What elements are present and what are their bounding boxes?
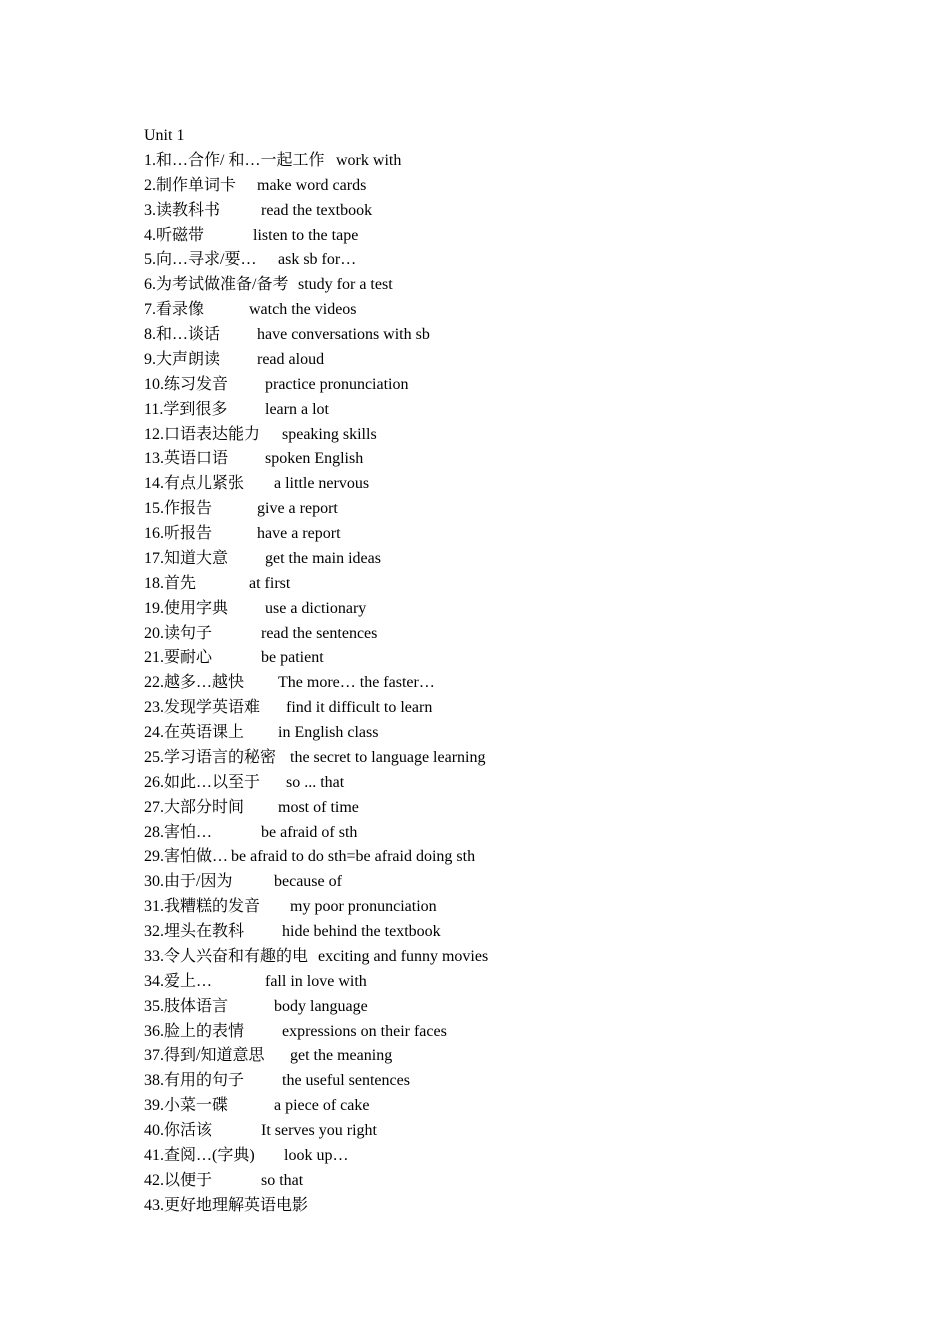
- vocab-entry: [144, 447, 844, 472]
- vocab-english: get the main ideas: [265, 549, 381, 567]
- vocab-english: at first: [249, 574, 291, 592]
- vocab-entry: [144, 497, 844, 522]
- vocab-chinese: 8.和…谈话: [144, 326, 221, 343]
- vocab-chinese: 33.令人兴奋和有趣的电: [144, 947, 309, 965]
- vocab-english: in English class: [278, 724, 379, 741]
- vocab-chinese: 42.以便于: [144, 1171, 213, 1189]
- vocab-english: be patient: [261, 649, 324, 667]
- vocab-entry: [144, 646, 844, 671]
- vocab-english: body language: [274, 997, 368, 1015]
- vocab-english: so ... that: [286, 773, 345, 791]
- vocab-chinese: 37.得到/知道意思: [144, 1047, 265, 1065]
- vocab-english: most of time: [278, 798, 359, 816]
- vocab-english: ask sb for…: [278, 251, 357, 269]
- vocab-chinese: 39.小菜一碟: [144, 1097, 229, 1115]
- vocab-entry: [144, 323, 844, 348]
- vocab-entry: [144, 174, 844, 199]
- vocab-chinese: 15.作报告: [144, 500, 213, 518]
- vocab-english: read aloud: [257, 350, 325, 368]
- vocab-english: read the textbook: [261, 201, 373, 219]
- vocab-chinese: 22.越多…越快: [144, 674, 245, 692]
- vocab-entry: [144, 597, 844, 622]
- vocab-english: study for a test: [298, 276, 393, 294]
- vocab-chinese: 25.学习语言的秘密: [144, 748, 277, 766]
- vocab-chinese: 30.由于/因为: [144, 873, 233, 891]
- vocab-english: It serves you right: [261, 1122, 377, 1139]
- vocab-chinese: 14.有点儿紧张: [144, 475, 245, 493]
- vocab-english: listen to the tape: [253, 226, 359, 244]
- vocab-entry: [144, 920, 844, 945]
- vocab-english: a piece of cake: [274, 1097, 370, 1115]
- vocab-entry: [144, 348, 844, 373]
- vocab-entry: [144, 1094, 844, 1119]
- vocab-entry: [144, 572, 844, 597]
- vocab-chinese: 27.大部分时间: [144, 798, 245, 816]
- vocab-entry: [144, 1169, 844, 1194]
- vocab-entry: [144, 298, 844, 323]
- vocab-english: the useful sentences: [282, 1072, 410, 1090]
- vocab-entry: [144, 149, 844, 174]
- vocab-chinese: 24.在英语课上: [144, 724, 245, 741]
- vocab-entry: [144, 423, 844, 448]
- vocab-chinese: 13.英语口语: [144, 450, 229, 468]
- vocab-english: watch the videos: [249, 301, 357, 319]
- vocab-chinese: 12.口语表达能力: [144, 425, 261, 443]
- vocab-chinese: 19.使用字典: [144, 599, 229, 617]
- vocab-entry: [144, 373, 844, 398]
- vocab-english: my poor pronunciation: [290, 898, 437, 916]
- vocab-entry: [144, 771, 844, 796]
- vocab-english: The more… the faster…: [278, 674, 435, 692]
- vocab-entry: [144, 721, 844, 746]
- vocab-entry: [144, 895, 844, 920]
- vocab-chinese: 11.学到很多: [144, 400, 228, 418]
- vocab-chinese: 9.大声朗读: [144, 350, 221, 368]
- vocab-chinese: 36.脸上的表情: [144, 1022, 245, 1040]
- vocab-chinese: 17.知道大意: [144, 549, 229, 567]
- vocab-chinese: 20.读句子: [144, 624, 213, 642]
- vocab-entry: [144, 199, 844, 224]
- vocab-english: find it difficult to learn: [286, 699, 433, 717]
- vocab-entry: [144, 547, 844, 572]
- vocab-english: read the sentences: [261, 624, 378, 642]
- vocab-entry: [144, 995, 844, 1020]
- vocab-entry: [144, 522, 844, 547]
- vocab-chinese: 2.制作单词卡: [144, 176, 237, 194]
- vocab-english: look up…: [284, 1146, 349, 1164]
- vocab-entry: [144, 821, 844, 846]
- vocab-chinese: 16.听报告: [144, 525, 213, 542]
- vocab-chinese: 18.首先: [144, 574, 197, 592]
- vocab-chinese: 26.如此…以至于: [144, 773, 261, 791]
- vocab-entry: [144, 1194, 844, 1219]
- vocab-entry: [144, 671, 844, 696]
- vocab-english: learn a lot: [265, 400, 329, 418]
- vocab-entry: [144, 796, 844, 821]
- vocab-chinese: 21.要耐心: [144, 649, 213, 667]
- vocab-english: spoken English: [265, 450, 364, 468]
- vocab-english: fall in love with: [265, 972, 367, 990]
- vocab-english: give a report: [257, 500, 338, 518]
- vocab-entry: [144, 870, 844, 895]
- vocab-chinese: 23.发现学英语难: [144, 699, 261, 717]
- vocab-entry: [144, 696, 844, 721]
- vocab-chinese: 32.埋头在教科: [144, 923, 245, 940]
- vocab-english: speaking skills: [282, 425, 377, 443]
- vocab-english: hide behind the textbook: [282, 923, 441, 940]
- vocab-entry: [144, 1020, 844, 1045]
- vocab-entry: [144, 1144, 844, 1169]
- vocab-entry: [144, 1044, 844, 1069]
- vocab-entry: [144, 1069, 844, 1094]
- vocab-english: so that: [261, 1171, 304, 1189]
- unit-heading: Unit 1: [144, 127, 185, 144]
- vocab-chinese: 1.和…合作/ 和…一起工作: [144, 151, 325, 169]
- vocab-chinese: 43.更好地理解英语电影: [144, 1196, 309, 1214]
- vocab-english: have a report: [257, 525, 341, 542]
- vocab-chinese: 31.我糟糕的发音: [144, 898, 261, 916]
- vocab-english: practice pronunciation: [265, 375, 409, 393]
- vocab-chinese: 41.查阅…(字典): [144, 1146, 255, 1164]
- vocab-english: because of: [274, 873, 342, 891]
- vocab-chinese: 28.害怕…: [144, 823, 213, 841]
- vocab-chinese: 10.练习发音: [144, 375, 229, 393]
- vocab-english: the secret to language learning: [290, 748, 486, 766]
- vocab-entry: [144, 622, 844, 647]
- vocab-chinese: 38.有用的句子: [144, 1072, 245, 1090]
- vocab-entry: [144, 746, 844, 771]
- vocab-english: get the meaning: [290, 1047, 393, 1065]
- vocab-english: have conversations with sb: [257, 326, 430, 343]
- vocab-chinese: 34.爱上…: [144, 972, 213, 990]
- vocab-entry: [144, 273, 844, 298]
- vocab-english: expressions on their faces: [282, 1022, 447, 1040]
- vocab-english: be afraid of sth: [261, 823, 358, 841]
- vocab-chinese: 6.为考试做准备/备考: [144, 276, 289, 294]
- vocab-english: make word cards: [257, 176, 367, 194]
- vocab-chinese: 3.读教科书: [144, 201, 221, 219]
- vocab-english: exciting and funny movies: [318, 947, 489, 965]
- vocab-english: a little nervous: [274, 475, 370, 493]
- vocab-entry: [144, 1119, 844, 1144]
- vocab-chinese: 5.向…寻求/要…: [144, 251, 257, 269]
- vocab-entry: [144, 845, 844, 870]
- vocab-entry: [144, 970, 844, 995]
- vocab-english: work with: [336, 151, 402, 169]
- vocab-english: use a dictionary: [265, 599, 367, 617]
- vocabulary-list: [144, 124, 844, 1219]
- vocab-chinese: 29.害怕做…: [144, 848, 229, 866]
- vocab-entry: [144, 248, 844, 273]
- vocab-entry: [144, 472, 844, 497]
- vocab-chinese: 4.听磁带: [144, 226, 205, 244]
- vocab-english: be afraid to do sth=be afraid doing sth: [231, 848, 476, 866]
- vocab-entry: [144, 945, 844, 970]
- vocab-entry: [144, 224, 844, 249]
- vocab-chinese: 40.你活该: [144, 1122, 213, 1139]
- vocab-chinese: 7.看录像: [144, 301, 205, 319]
- vocab-entry: [144, 398, 844, 423]
- vocab-chinese: 35.肢体语言: [144, 997, 229, 1015]
